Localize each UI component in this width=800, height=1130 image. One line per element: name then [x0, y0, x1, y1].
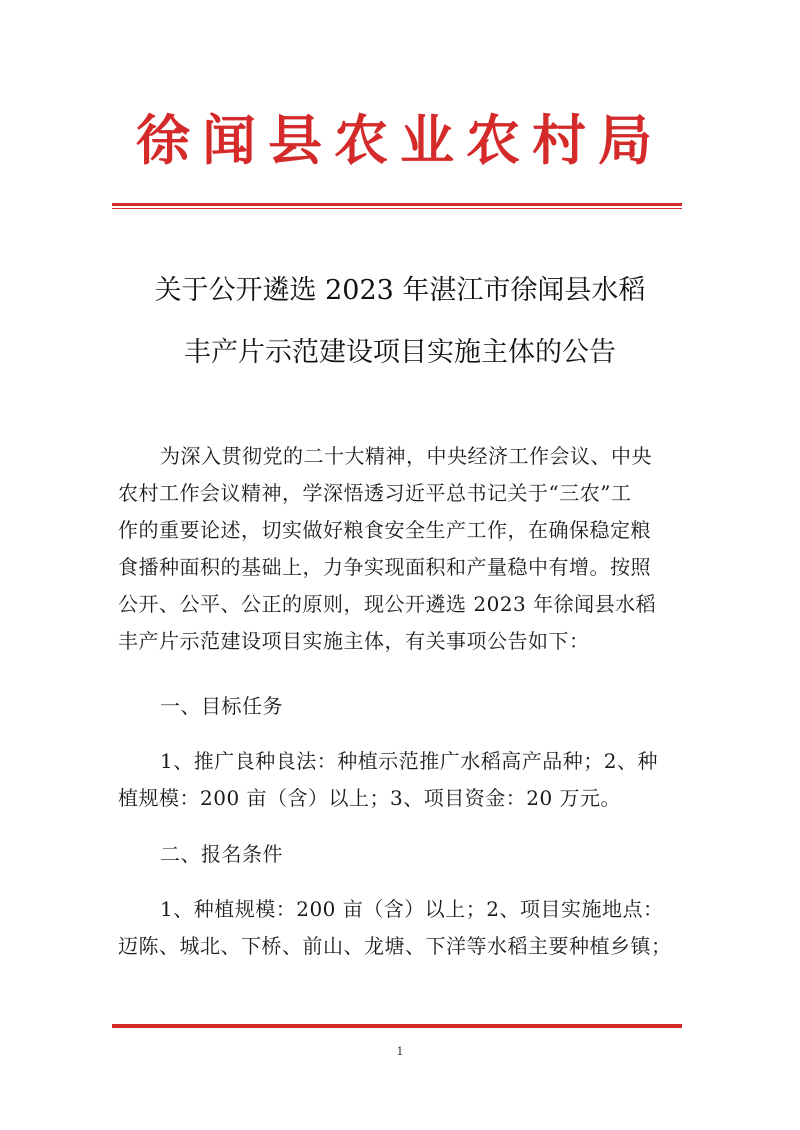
body-line: 植规模：200 亩（含）以上；3、项目资金：20 万元。: [118, 786, 622, 810]
section-conditions-body: [118, 891, 678, 965]
letterhead-divider: [112, 203, 682, 209]
body-line: 迈陈、城北、下桥、前山、龙塘、下洋等水稻主要种植乡镇；: [118, 934, 672, 958]
intro-line: 农村工作会议精神，学深悟透习近平总书记关于“三农”工: [118, 481, 632, 505]
notice-title-line-2: 丰产片示范建设项目实施主体的公告: [184, 337, 616, 368]
page-number: 1: [396, 1045, 404, 1058]
intro-line: 公开、公平、公正的原则，现公开遴选 2023 年徐闻县水稻: [118, 592, 657, 616]
intro-paragraph: [118, 438, 678, 660]
notice-title-line-1: 关于公开遴选 2023 年湛江市徐闻县水稻: [154, 275, 646, 306]
intro-line: 丰产片示范建设项目实施主体，有关事项公告如下：: [118, 629, 590, 653]
body-line: 1、推广良种良法：种植示范推广水稻高产品种；2、种: [160, 749, 658, 773]
body-line: 1、种植规模：200 亩（含）以上；2、项目实施地点：: [160, 897, 664, 921]
footer-divider: [112, 1022, 682, 1028]
letterhead-org-name: 徐闻县农业农村局: [136, 108, 664, 172]
intro-line: 作的重要论述，切实做好粮食安全生产工作，在确保稳定粮: [118, 518, 651, 542]
section-heading-targets: 一、目标任务: [160, 694, 283, 718]
section-targets-body: [118, 743, 678, 817]
intro-line: 食播种面积的基础上，力争实现面积和产量稳中有增。按照: [118, 555, 651, 579]
section-heading-conditions: 二、报名条件: [160, 842, 283, 866]
intro-line: 为深入贯彻党的二十大精神，中央经济工作会议、中央: [160, 444, 652, 468]
